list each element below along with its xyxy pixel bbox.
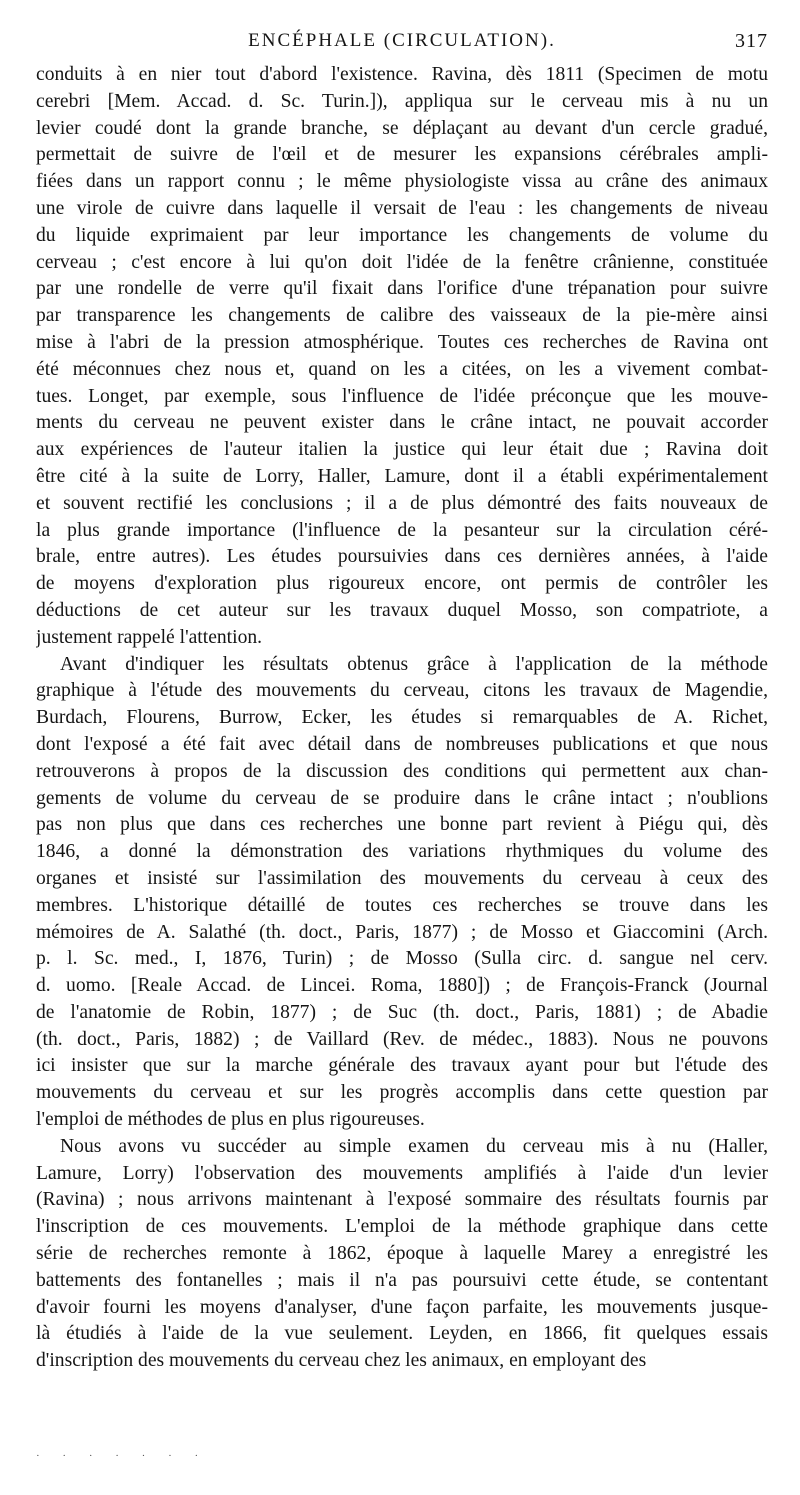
text-line: l'inscription de ces mouvements. L'emploi de la méthode graphique dans cette xyxy=(36,1216,768,1238)
text-line: ici insister que sur la marche générale des travaux ayant pour but l'étude des xyxy=(36,1055,768,1077)
body-text xyxy=(36,62,768,1375)
text-line: (th. doct., Paris, 1882) ; de Vaillard (Rev. de médec., 1883). Nous ne pouvons xyxy=(36,1028,768,1050)
text-line: par transparence les changements de calibre des vaisseaux de la pie-mère ainsi xyxy=(36,305,768,327)
text-line: d. uomo. [Reale Accad. de Lincei. Roma, 1880]) ; de François-Franck (Journal xyxy=(36,975,768,997)
text-line: Burdach, Flourens, Burrow, Ecker, les études si remarquables de A. Richet, xyxy=(36,707,768,729)
text-line: pas non plus que dans ces recherches une bonne part revient à Piégu qui, dès xyxy=(36,814,768,836)
text-line: déductions de cet auteur sur les travaux duquel Mosso, son compatriote, a xyxy=(36,599,768,621)
paragraph xyxy=(36,1134,768,1375)
text-line: par une rondelle de verre qu'il fixait dans l'orifice d'une trépanation pour suivre xyxy=(36,278,768,300)
text-line: cerebri [Mem. Accad. d. Sc. Turin.]), appliqua sur le cerveau mis à nu un xyxy=(36,90,768,112)
text-line: Lamure, Lorry) l'observation des mouvements amplifiés à l'aide d'un levier xyxy=(36,1162,768,1184)
text-line: du liquide exprimaient par leur importance les changements de volume du xyxy=(36,224,768,246)
text-line: une virole de cuivre dans laquelle il versait de l'eau : les changements de niveau xyxy=(36,197,768,219)
text-line: de l'anatomie de Robin, 1877) ; de Suc (th. doct., Paris, 1881) ; de Abadie xyxy=(36,1001,768,1023)
text-line: Avant d'indiquer les résultats obtenus grâce à l'application de la méthode xyxy=(60,653,768,675)
text-line: graphique à l'étude des mouvements du cerveau, citons les travaux de Magendie, xyxy=(36,680,768,702)
text-line: là étudiés à l'aide de la vue seulement. Leyden, en 1866, fit quelques essais xyxy=(36,1323,768,1345)
text-line: d'avoir fourni les moyens d'analyser, d'une façon parfaite, les mouvements jusque- xyxy=(36,1296,768,1318)
text-line: (Ravina) ; nous arrivons maintenant à l'exposé sommaire des résultats fournis par xyxy=(36,1189,768,1211)
text-line: et souvent rectifié les conclusions ; il a de plus démontré des faits nouveaux de xyxy=(36,492,768,514)
text-line: être cité à la suite de Lorry, Haller, Lamure, dont il a établi expérimentalement xyxy=(36,465,768,487)
text-line: retrouverons à propos de la discussion des conditions qui permettent aux chan- xyxy=(36,760,768,782)
text-line: conduits à en nier tout d'abord l'existence. Ravina, dès 1811 (Specimen de motu xyxy=(36,64,768,85)
paragraph xyxy=(36,652,768,1134)
text-line: aux expériences de l'auteur italien la justice qui leur était due ; Ravina doit xyxy=(36,439,768,461)
text-line: justement rappelé l'attention. xyxy=(36,626,263,648)
text-line: battements des fontanelles ; mais il n'a pas poursuivi cette étude, se contentant xyxy=(36,1269,768,1291)
text-line: brale, entre autres). Les études poursuivies dans ces dernières années, à l'aide xyxy=(36,546,768,568)
text-line: 1846, a donné la démonstration des variations rhythmiques du volume des xyxy=(36,841,768,863)
text-line: p. l. Sc. med., I, 1876, Turin) ; de Mosso (Sulla circ. d. sangue nel cerv. xyxy=(36,948,768,970)
text-line: la plus grande importance (l'influence de la pesanteur sur la circulation céré- xyxy=(36,519,768,541)
text-line: gements de volume du cerveau de se produire dans le crâne intact ; n'oublions xyxy=(36,787,768,809)
text-line: levier coudé dont la grande branche, se déplaçant au devant d'un cercle gradué, xyxy=(36,117,768,139)
bottom-margin-specks: · · · · · · · xyxy=(36,1450,209,1462)
text-line: dont l'exposé a été fait avec détail dans de nombreuses publications et que nous xyxy=(36,733,768,755)
text-line: cerveau ; c'est encore à lui qu'on doit l'idée de la fenêtre crânienne, constituée xyxy=(36,251,768,273)
text-line: organes et insisté sur l'assimilation des mouvements du cerveau à ceux des xyxy=(36,867,768,889)
running-header xyxy=(36,30,768,60)
text-line: l'emploi de méthodes de plus en plus rigoureuses. xyxy=(36,1109,425,1131)
header-title: ENCÉPHALE (CIRCULATION). xyxy=(248,30,556,51)
paragraph xyxy=(36,62,768,652)
text-line: d'inscription des mouvements du cerveau chez les animaux, en employant des xyxy=(36,1350,647,1372)
page-number: 317 xyxy=(735,30,768,52)
text-line: membres. L'historique détaillé de toutes ces recherches se trouve dans les xyxy=(36,894,768,916)
text-line: mémoires de A. Salathé (th. doct., Paris, 1877) ; de Mosso et Giaccomini (Arch. xyxy=(36,921,768,943)
text-line: permettait de suivre de l'œil et de mesurer les expansions cérébrales ampli- xyxy=(36,144,768,166)
text-line: mise à l'abri de la pression atmosphérique. Toutes ces recherches de Ravina ont xyxy=(36,331,768,353)
text-line: mouvements du cerveau et sur les progrès accomplis dans cette question par xyxy=(36,1082,768,1104)
text-line: Nous avons vu succéder au simple examen du cerveau mis à nu (Haller, xyxy=(60,1135,768,1157)
text-line: série de recherches remonte à 1862, époque à laquelle Marey a enregistré les xyxy=(36,1243,768,1265)
text-line: été méconnues chez nous et, quand on les a citées, on les a vivement combat- xyxy=(36,358,768,380)
text-line: de moyens d'exploration plus rigoureux encore, ont permis de contrôler les xyxy=(36,573,768,595)
text-line: fiées dans un rapport connu ; le même physiologiste vissa au crâne des animaux xyxy=(36,171,768,193)
text-line: tues. Longet, par exemple, sous l'influence de l'idée préconçue que les mouve- xyxy=(36,385,768,407)
text-line: ments du cerveau ne peuvent exister dans le crâne intact, ne pouvait accorder xyxy=(36,412,768,434)
